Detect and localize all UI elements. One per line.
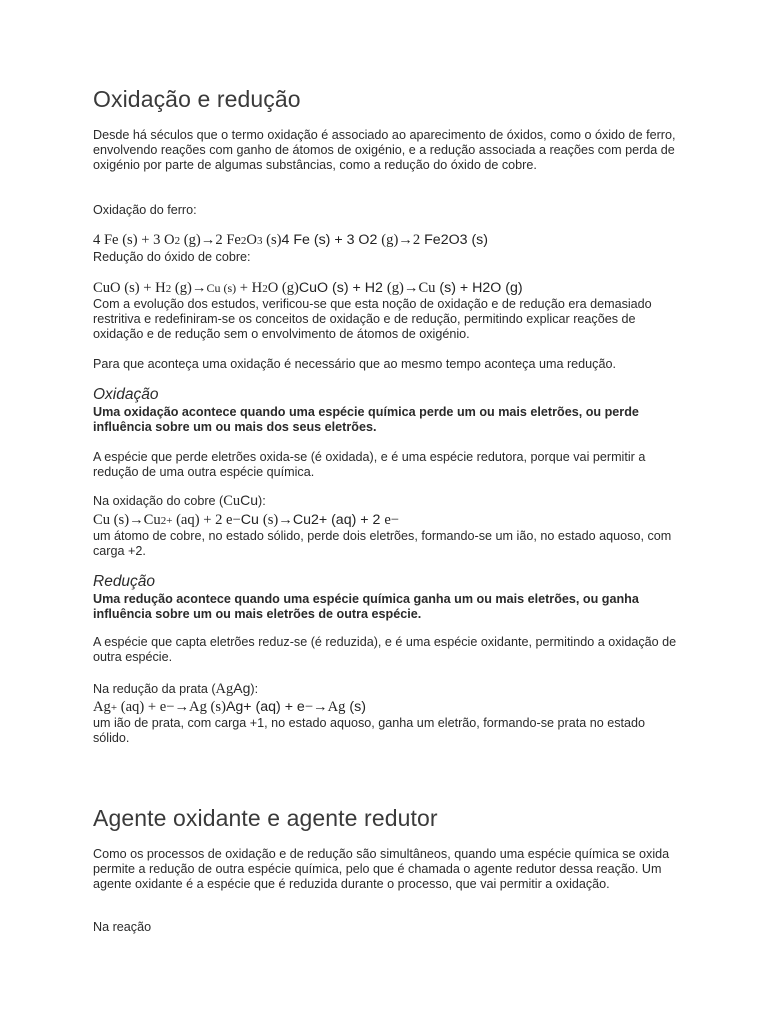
iron-eq-sub: 3 <box>256 235 263 247</box>
reduction-definition: Uma redução acontece quando uma espécie química ganha um ou mais eletrões, ou ganha influência sobre um ou mais eletrões de outra espécie. <box>93 592 639 622</box>
copper-oxidation-note: um átomo de cobre, no estado sólido, perde dois eletrões, formando-se um ião, no estado aquoso, com carga +2. <box>93 529 672 559</box>
copper-eq-part: + H <box>236 280 263 296</box>
ag-eq-part: (s) <box>345 699 366 715</box>
label-part: Ag <box>233 680 251 696</box>
ag-eq-part: − <box>166 699 175 715</box>
iron-eq-part: (g)→2 <box>381 232 421 248</box>
copper-eq-sub: 2 <box>262 283 268 295</box>
copper-eq-part: CuO (s) + H <box>93 280 166 296</box>
copper-oxide-reduction-equation <box>93 280 683 298</box>
section-title-oxidation-reduction: Oxidação e redução <box>93 86 301 112</box>
oxidation-definition: Uma oxidação acontece quando uma espécie química perde um ou mais eletrões, ou perde influência sobre um ou mais dos seus eletrões. <box>93 405 639 435</box>
label-part: Cu <box>223 493 241 509</box>
label-part: Na oxidação do cobre ( <box>93 494 224 508</box>
ag-eq-sup: + <box>110 702 118 714</box>
section-title-agents: Agente oxidante e agente redutor <box>93 805 438 831</box>
oxidation-explanation: A espécie que perde eletrões oxida-se (é oxidada), e é uma espécie redutora, porque vai permitir a redução de uma outra espécie química. <box>93 450 646 480</box>
iron-eq-part: 4 Fe (s) + 3 O2 <box>281 232 382 248</box>
copper-eq-part: (g)→Cu <box>386 280 436 296</box>
cu-eq-part: e− <box>384 512 400 528</box>
cu-eq-part: (s)→ <box>262 512 293 528</box>
iron-eq-part: Fe2O3 (s) <box>420 232 489 248</box>
iron-oxidation-equation <box>93 232 683 250</box>
label-part: ): <box>250 682 259 696</box>
iron-eq-part: O <box>246 232 257 248</box>
cu-eq-part: Cu (s)→Cu <box>93 512 161 528</box>
copper-eq-sub: 2 <box>165 283 172 295</box>
oxidation-heading: Oxidação <box>93 386 159 403</box>
ag-eq-part: →Ag (s) <box>174 699 226 715</box>
copper-eq-part: O (g) <box>267 280 299 296</box>
iron-eq-part: (s) <box>262 232 282 248</box>
label-part: Na redução da prata ( <box>93 682 216 696</box>
copper-oxidation-equation <box>93 512 683 530</box>
ag-eq-part: Ag+ (aq) + e <box>225 699 305 715</box>
agents-intro-paragraph: Como os processos de oxidação e de redução são simultâneos, quando uma espécie química se oxida permite a redução de outra espécie química, pelo que é chamada o agente redutor dessa reação. Um agente oxidante é a espécie que é reduzida durante o processo, que vai permitir a oxidação. <box>93 847 670 892</box>
ag-eq-part: Ag <box>93 699 111 715</box>
iron-eq-part: 4 Fe (s) + 3 O <box>93 232 175 248</box>
simultaneous-paragraph: Para que aconteça uma oxidação é necessário que ao mesmo tempo aconteça uma redução. <box>93 357 616 371</box>
silver-reduction-label <box>93 681 683 697</box>
label-part: ): <box>258 494 266 508</box>
copper-eq-part: (s) + H2O (g) <box>435 280 523 296</box>
cu-eq-part: − <box>232 512 241 528</box>
copper-eq-part: CuO (s) + H2 <box>298 280 387 296</box>
cu-eq-part: Cu <box>240 512 263 528</box>
cu-eq-part: (aq) + 2 e <box>172 512 233 528</box>
iron-oxidation-label: Oxidação do ferro: <box>93 203 197 217</box>
iron-eq-sub: 2 <box>240 235 247 247</box>
label-part: Cu <box>240 492 259 508</box>
intro-paragraph: Desde há séculos que o termo oxidação é associado ao aparecimento de óxidos, como o óxido de ferro, envolvendo reações com ganho de átomos de oxigénio, e a redução associada a reações com perda de oxigénio por parte de algumas substâncias, como a redução do óxido de cobre. <box>93 128 676 173</box>
iron-eq-sub: 2 <box>174 235 181 247</box>
copper-eq-part: (g)→ <box>171 280 207 296</box>
cu-eq-sup: 2+ <box>160 515 173 527</box>
ag-eq-part: −→Ag <box>304 699 346 715</box>
label-part: Ag <box>215 681 234 697</box>
copper-reduction-label: Redução do óxido de cobre: <box>93 250 251 264</box>
cu-eq-part: Cu2+ <box>292 512 328 528</box>
ag-eq-part: (aq) + e <box>117 699 167 715</box>
silver-reduction-note: um ião de prata, com carga +1, no estado aquoso, ganha um eletrão, formando-se prata no estado sólido. <box>93 716 646 746</box>
copper-oxidation-label <box>93 493 683 509</box>
copper-eq-part: Cu (s) <box>206 281 237 295</box>
reduction-explanation: A espécie que capta eletrões reduz-se (é reduzida), e é uma espécie oxidante, permitindo a oxidação de outra espécie. <box>93 635 677 665</box>
reduction-heading: Redução <box>93 573 156 590</box>
evolution-paragraph: Com a evolução dos estudos, verificou-se que esta noção de oxidação e de redução era demasiado restritiva e redefiniram-se os conceitos de oxidação e de redução, permitindo explicar reações de oxidação e de redução sem o envolvimento de átomos de oxigénio. <box>93 297 652 342</box>
reaction-label: Na reação <box>93 920 152 934</box>
cu-eq-part: (aq) + 2 <box>327 512 385 528</box>
silver-reduction-equation <box>93 699 683 717</box>
iron-eq-part: (g)→2 Fe <box>180 232 241 248</box>
